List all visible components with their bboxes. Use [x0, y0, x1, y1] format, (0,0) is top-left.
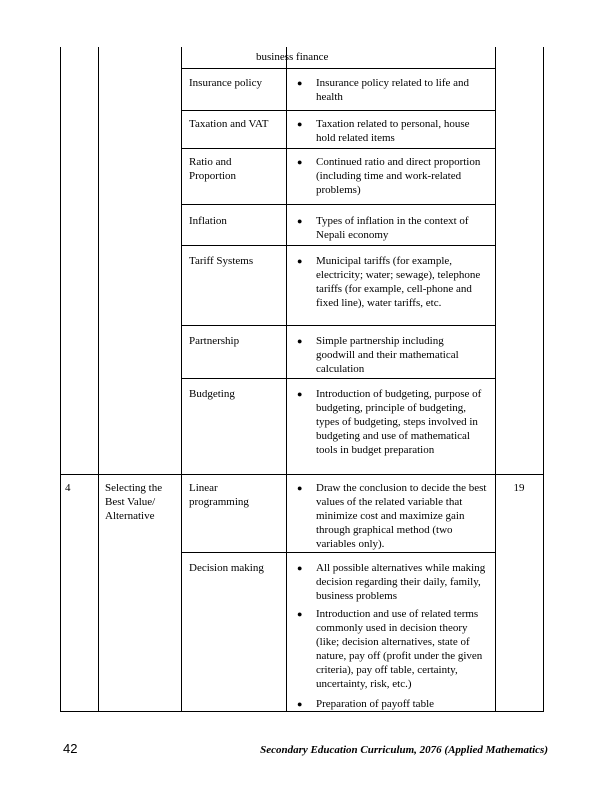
topic-label: Insurance policy	[189, 77, 262, 89]
bullet-icon: ●	[297, 609, 303, 619]
topic-label: Decision making	[189, 562, 264, 574]
bullet-icon: ●	[297, 78, 303, 88]
bullet-icon: ●	[297, 157, 303, 167]
topic-label: Linear programming	[189, 482, 249, 508]
row-divider	[181, 68, 496, 69]
bullet-icon: ●	[297, 563, 303, 573]
bullet-icon: ●	[297, 336, 303, 346]
unit-title: Selecting the Best Value/ Alternative	[105, 482, 163, 522]
description-text: Preparation of payoff table	[316, 698, 435, 710]
description-text: Types of inflation in the context of Nepali economy	[316, 215, 469, 241]
description-text: All possible alternatives while making decision regarding their daily, family, business problems	[316, 562, 486, 602]
bullet-icon: ●	[297, 389, 303, 399]
row-divider	[181, 148, 496, 149]
description-text: Municipal tariffs (for example, electricity; water; sewage), telephone tariffs (for example, cell-phone and fixed line), water tariffs, etc.	[316, 255, 481, 309]
table-border-right	[543, 47, 544, 711]
description-text: Introduction and use of related terms commonly used in decision theory (like; decision alternatives, state of nature, pay off (profit under the given criteria), pay off table, certainty, uncertainty, risk, etc.)	[316, 608, 483, 690]
column-divider-3	[286, 47, 287, 711]
row-divider	[181, 552, 496, 553]
description-text: Taxation related to personal, house hold related items	[316, 118, 470, 144]
unit-divider	[60, 474, 544, 475]
description-text: Draw the conclusion to decide the best values of the related variable that minimize cost and maximize gain through graphical method (two variables only).	[316, 482, 487, 550]
footer-title: Secondary Education Curriculum, 2076 (Applied Mathematics)	[260, 744, 548, 756]
description-text: Continued ratio and direct proportion (including time and work-related problems)	[316, 156, 481, 196]
bullet-icon: ●	[297, 216, 303, 226]
description-text: Insurance policy related to life and health	[316, 77, 470, 103]
row-divider	[181, 378, 496, 379]
topic-label: Budgeting	[189, 388, 235, 400]
teaching-hours: 19	[513, 482, 525, 494]
topic-label: Partnership	[189, 335, 240, 347]
column-divider-1	[98, 47, 99, 711]
table-border-left	[60, 47, 61, 711]
row-divider	[181, 204, 496, 205]
row-divider	[181, 325, 496, 326]
row-divider	[181, 110, 496, 111]
column-divider-4	[495, 47, 496, 711]
topic-label: Ratio and Proportion	[189, 156, 237, 182]
table-border-bottom	[60, 711, 544, 712]
bullet-icon: ●	[297, 256, 303, 266]
bullet-icon: ●	[297, 483, 303, 493]
description-text: Simple partnership including goodwill and their mathematical calculation	[316, 335, 459, 375]
bullet-icon: ●	[297, 119, 303, 129]
column-divider-2	[181, 47, 182, 711]
bullet-icon: ●	[297, 699, 303, 709]
topic-label: Tariff Systems	[189, 255, 254, 267]
row-divider	[181, 245, 496, 246]
unit-number: 4	[65, 482, 71, 494]
topic-label: Taxation and VAT	[189, 118, 269, 130]
description-text: Introduction of budgeting, purpose of budgeting, principle of budgeting, types of budgeting, steps involved in budgeting and use of mathematical tools in budget preparation	[316, 388, 482, 456]
description-text: business finance	[256, 51, 329, 63]
topic-label: Inflation	[189, 215, 227, 227]
page-number: 42	[63, 741, 78, 756]
